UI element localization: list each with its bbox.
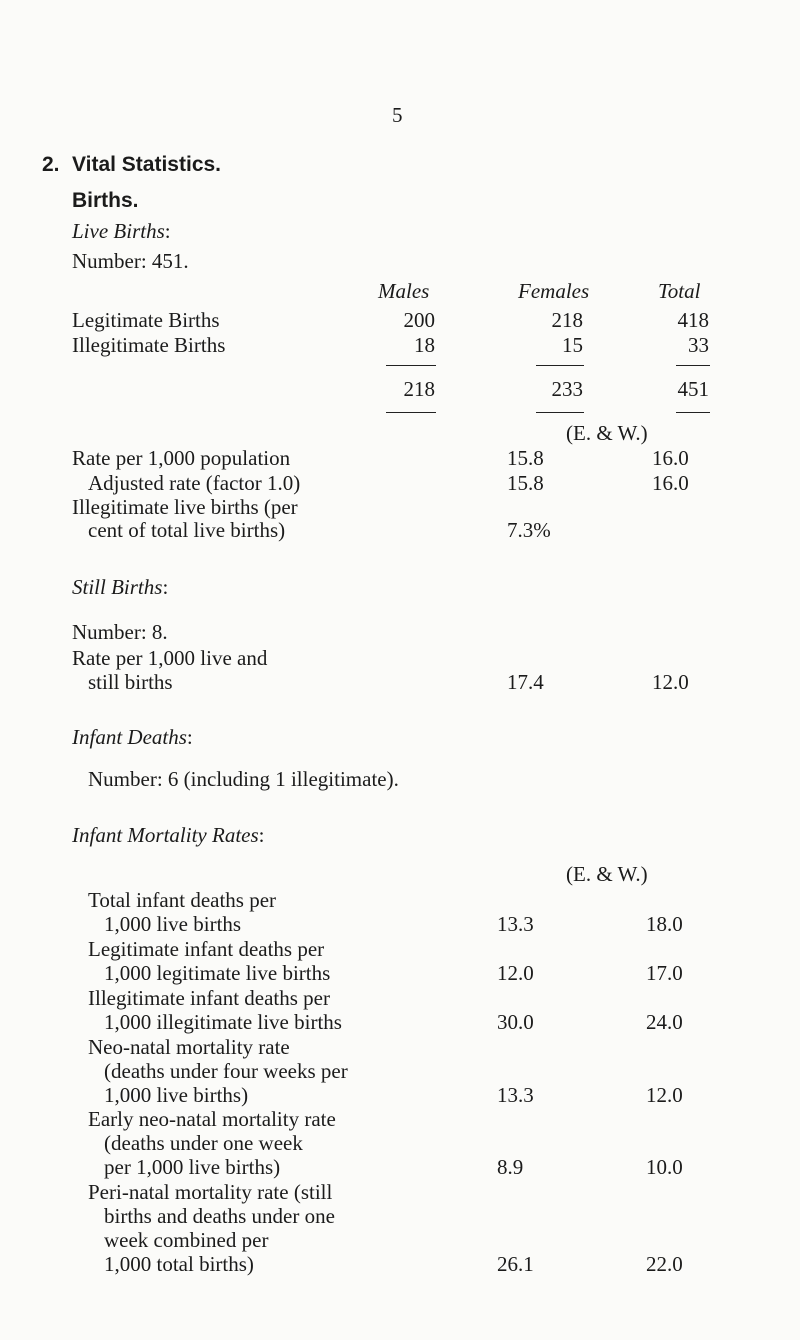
mortality-row-label: Early neo-natal mortality rate <box>88 1107 336 1131</box>
mortality-row-label: Illegitimate infant deaths per <box>88 986 330 1010</box>
rate-local: 15.8 <box>507 446 544 470</box>
divider <box>676 365 710 366</box>
mortality-row-label: Neo-natal mortality rate <box>88 1035 290 1059</box>
illegitimate-births-total: 33 <box>688 333 709 357</box>
rate-ew: 16.0 <box>652 446 689 470</box>
mortality-row-local: 26.1 <box>497 1252 534 1276</box>
mortality-row-local: 12.0 <box>497 961 534 985</box>
adjusted-rate-label: Adjusted rate (factor 1.0) <box>88 471 301 495</box>
mortality-row-ew: 12.0 <box>646 1083 683 1107</box>
legitimate-births-males: 200 <box>403 308 435 332</box>
legitimate-births-total: 418 <box>677 308 709 332</box>
mortality-row-ew: 24.0 <box>646 1010 683 1034</box>
mortality-row-label: per 1,000 live births) <box>104 1155 281 1179</box>
still-births-rate-label: still births <box>88 670 173 694</box>
legitimate-births-females: 218 <box>551 308 583 332</box>
still-births-title: Still Births: <box>72 575 169 599</box>
mortality-row-ew: 17.0 <box>646 961 683 985</box>
mortality-row-ew: 18.0 <box>646 912 683 936</box>
mortality-row-label: (deaths under four weeks per <box>104 1059 348 1083</box>
total-females: 233 <box>551 377 583 401</box>
still-births-rate-ew: 12.0 <box>652 670 689 694</box>
mortality-row-label: 1,000 live births <box>104 912 242 936</box>
page-number: 5 <box>392 103 403 127</box>
total-males: 218 <box>403 377 435 401</box>
total-total: 451 <box>677 377 709 401</box>
ew-label: (E. & W.) <box>566 421 648 445</box>
infant-deaths-number: Number: 6 (including 1 illegitimate). <box>88 767 399 791</box>
births-heading: Births. <box>72 189 139 212</box>
live-births-title: Live Births: <box>72 219 171 243</box>
illegitimate-births-males: 18 <box>414 333 435 357</box>
col-header-total: Total <box>658 279 701 303</box>
mortality-row-label: (deaths under one week <box>104 1131 303 1155</box>
section-number: 2. <box>42 153 60 176</box>
mortality-row-label: week combined per <box>104 1228 269 1252</box>
adjusted-rate-local: 15.8 <box>507 471 544 495</box>
section-title: Vital Statistics. <box>72 153 222 176</box>
mortality-row-label: 1,000 illegitimate live births <box>104 1010 342 1034</box>
mortality-row-local: 13.3 <box>497 1083 534 1107</box>
legitimate-births-label: Legitimate Births <box>72 308 220 332</box>
mortality-row-label: Total infant deaths per <box>88 888 277 912</box>
infant-mortality-ew-label: (E. & W.) <box>566 862 648 886</box>
adjusted-rate-ew: 16.0 <box>652 471 689 495</box>
mortality-row-label: 1,000 total births) <box>104 1252 254 1276</box>
divider <box>536 412 584 413</box>
infant-deaths-title: Infant Deaths: <box>72 725 193 749</box>
mortality-row-local: 30.0 <box>497 1010 534 1034</box>
mortality-row-label: Legitimate infant deaths per <box>88 937 325 961</box>
illegitimate-rate-label: cent of total live births) <box>88 518 286 542</box>
still-births-rate-label: Rate per 1,000 live and <box>72 646 268 670</box>
divider <box>386 412 436 413</box>
col-header-females: Females <box>518 279 590 303</box>
mortality-row-label: Peri-natal mortality rate (still <box>88 1180 333 1204</box>
illegitimate-births-label: Illegitimate Births <box>72 333 226 357</box>
live-births-number: Number: 451. <box>72 249 189 273</box>
mortality-row-local: 13.3 <box>497 912 534 936</box>
mortality-row-label: 1,000 live births) <box>104 1083 249 1107</box>
illegitimate-rate-label: Illegitimate live births (per <box>72 495 298 519</box>
mortality-row-ew: 10.0 <box>646 1155 683 1179</box>
mortality-row-label: 1,000 legitimate live births <box>104 961 331 985</box>
rate-label: Rate per 1,000 population <box>72 446 291 470</box>
illegitimate-rate-local: 7.3% <box>507 518 551 542</box>
mortality-row-label: births and deaths under one <box>104 1204 335 1228</box>
still-births-number: Number: 8. <box>72 620 168 644</box>
still-births-rate-local: 17.4 <box>507 670 544 694</box>
divider <box>676 412 710 413</box>
illegitimate-births-females: 15 <box>562 333 583 357</box>
col-header-males: Males <box>378 279 430 303</box>
divider <box>386 365 436 366</box>
mortality-row-ew: 22.0 <box>646 1252 683 1276</box>
divider <box>536 365 584 366</box>
infant-mortality-title: Infant Mortality Rates: <box>72 823 265 847</box>
mortality-row-local: 8.9 <box>497 1155 524 1179</box>
